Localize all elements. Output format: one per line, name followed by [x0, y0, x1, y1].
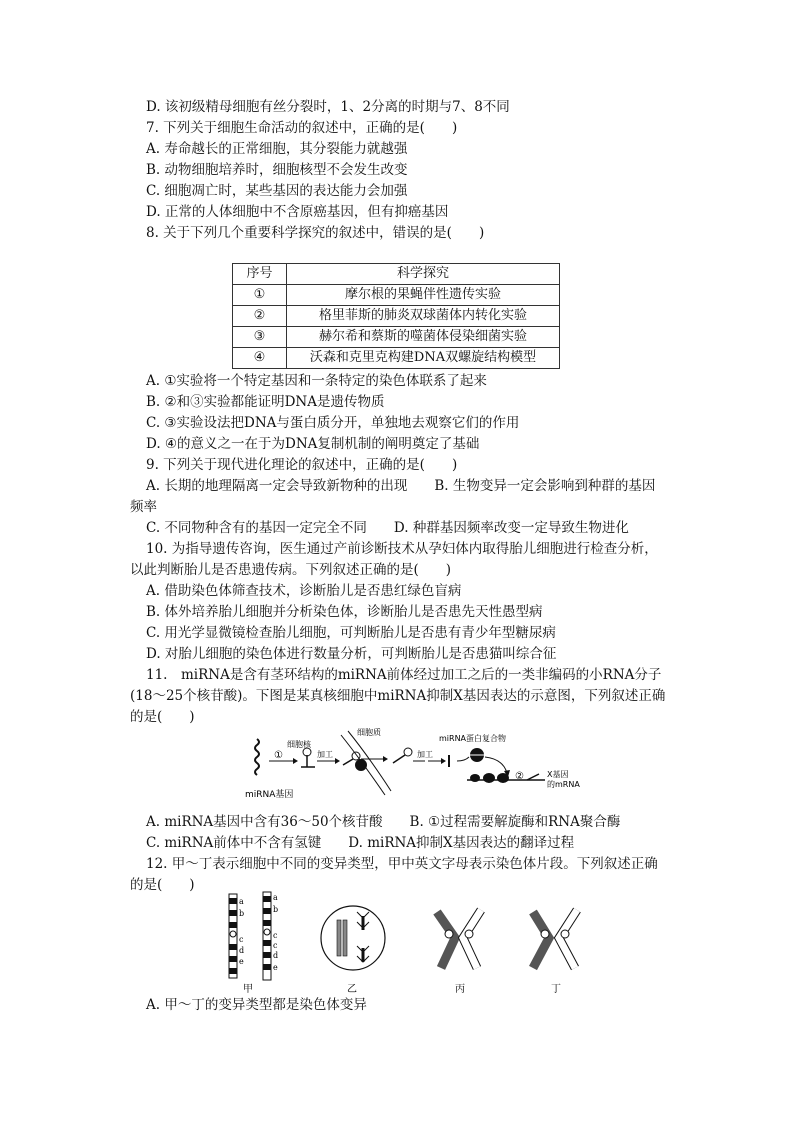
svg-text:c: c [273, 941, 278, 950]
q7-option-a: A. 寿命越长的正常细胞，其分裂能力就越强 [146, 141, 408, 157]
q10-option-c: C. 用光学显微镜检查胎儿细胞，可判断胎儿是否患有青少年型糖尿病 [146, 625, 556, 641]
table-cell-experiment: 沃森和克里克构建DNA双螺旋结构模型 [287, 348, 560, 369]
segment-c: c [239, 935, 244, 944]
table-header-experiment: 科学探究 [287, 264, 560, 285]
svg-text:b: b [273, 905, 279, 914]
label-yi: 乙 [347, 984, 357, 995]
q10-option-a: A. 借助染色体筛查技术，诊断胎儿是否患红绿色盲病 [146, 583, 462, 599]
q9-options-ab-cont: 频率 [130, 499, 157, 515]
table-cell-index: ④ [233, 348, 287, 369]
q11-stem-3: 的是( ) [130, 709, 195, 725]
table-cell-index: ② [233, 306, 287, 327]
q9-options-cd: C. 不同物种含有的基因一定完全不同 D. 种群基因频率改变一定导致生物进化 [146, 520, 629, 536]
complex-label: miRNA蛋白复合物 [439, 734, 507, 743]
figure-yi [321, 906, 385, 995]
table-cell-experiment: 格里菲斯的肺炎双球菌体内转化实验 [287, 306, 560, 327]
label-bing: 丙 [455, 984, 465, 995]
step-2-label: ② [515, 771, 524, 782]
q10-stem-1: 10. 为指导遗传咨询，医生通过产前诊断技术从孕妇体内取得胎儿细胞进行检查分析， [146, 541, 658, 557]
q6-option-d: D. 该初级精母细胞有丝分裂时，1、2分离的时期与7、8不同 [146, 99, 510, 115]
figure-ding [533, 910, 577, 995]
chromosome-variation-figure [215, 890, 595, 998]
q8-option-b: B. ②和③实验都能证明DNA是遗传物质 [146, 394, 385, 410]
q7-stem: 7. 下列关于细胞生命活动的叙述中，正确的是( ) [146, 120, 458, 136]
x-gene-label: X基因 [547, 770, 569, 779]
table-row [233, 306, 560, 327]
q7-option-c: C. 细胞凋亡时，某些基因的表达能力会加强 [146, 183, 408, 199]
q11-options-cd: C. miRNA前体中不含有氢键 D. miRNA抑制X基因表达的翻译过程 [146, 835, 575, 851]
label-jia: 甲 [243, 984, 253, 995]
label-ding: 丁 [551, 984, 561, 995]
q8-option-c: C. ③实验设法把DNA与蛋白质分开，单独地去观察它们的作用 [146, 415, 520, 431]
figure-bing [437, 910, 481, 995]
svg-text:a: a [273, 893, 278, 902]
table-row [233, 348, 560, 369]
table-cell-experiment: 摩尔根的果蝇伴性遗传实验 [287, 285, 560, 306]
cytoplasm-label: 细胞质 [357, 728, 381, 737]
q11-stem-2: (18～25个核苷酸)。下图是某真核细胞中miRNA抑制X基因表达的示意图，下列叙述正确 [130, 688, 666, 704]
q7-option-b: B. 动物细胞培养时，细胞核型不会发生改变 [146, 162, 408, 178]
q8-table [232, 263, 560, 369]
svg-text:d: d [273, 951, 279, 960]
q8-option-a: A. ①实验将一个特定基因和一条特定的染色体联系了起来 [146, 373, 487, 389]
q10-option-d: D. 对胎儿细胞的染色体进行数量分析，可判断胎儿是否患猫叫综合征 [146, 646, 557, 662]
segment-b: b [239, 909, 245, 918]
svg-text:c: c [273, 931, 278, 940]
table-cell-index: ③ [233, 327, 287, 348]
q8-option-d: D. ④的意义之一在于为DNA复制机制的阐明奠定了基础 [146, 436, 480, 452]
figure-jia [229, 892, 278, 995]
process-1-label: 加工 [317, 750, 333, 759]
q9-options-ab: A. 长期的地理隔离一定会导致新物种的出现 B. 生物变异一定会影响到种群的基因 [146, 478, 656, 494]
x-gene-mrna-label: 的mRNA [547, 780, 580, 789]
q7-option-d: D. 正常的人体细胞中不含原癌基因，但有抑癌基因 [146, 204, 449, 220]
nucleus-label: 细胞核 [287, 740, 311, 749]
q10-option-b: B. 体外培养胎儿细胞并分析染色体，诊断胎儿是否患先天性愚型病 [146, 604, 543, 620]
q11-options-ab: A. miRNA基因中含有36～50个核苷酸 B. ①过程需要解旋酶和RNA聚合酶 [146, 814, 621, 830]
q12-option-a: A. 甲～丁的变异类型都是染色体变异 [146, 997, 367, 1013]
q11-stem-1: 11. miRNA是含有茎环结构的miRNA前体经过加工之后的一类非编码的小RNA分子 [146, 667, 662, 683]
q9-stem: 9. 下列关于现代进化理论的叙述中，正确的是( ) [146, 457, 458, 473]
step-1-label: ① [274, 750, 283, 761]
table-cell-index: ① [233, 285, 287, 306]
q12-stem-2: 的是( ) [130, 877, 195, 893]
table-row [233, 327, 560, 348]
segment-a: a [239, 897, 244, 906]
table-header-index: 序号 [233, 264, 287, 285]
q10-stem-2: 以此判断胎儿是否患遗传病。下列叙述正确的是( ) [130, 562, 452, 578]
q12-stem-1: 12. 甲～丁表示细胞中不同的变异类型，甲中英文字母表示染色体片段。下列叙述正确 [146, 856, 658, 872]
segment-e: e [239, 957, 244, 966]
segment-d: d [239, 946, 245, 955]
q8-stem: 8. 关于下列几个重要科学探究的叙述中，错误的是( ) [146, 225, 485, 241]
process-2-label: 加工 [417, 750, 433, 759]
mirna-figure [245, 725, 580, 803]
svg-text:e: e [273, 963, 278, 972]
mirna-gene-label: miRNA基因 [245, 790, 294, 800]
table-cell-experiment: 赫尔希和蔡斯的噬菌体侵染细菌实验 [287, 327, 560, 348]
table-row [233, 285, 560, 306]
